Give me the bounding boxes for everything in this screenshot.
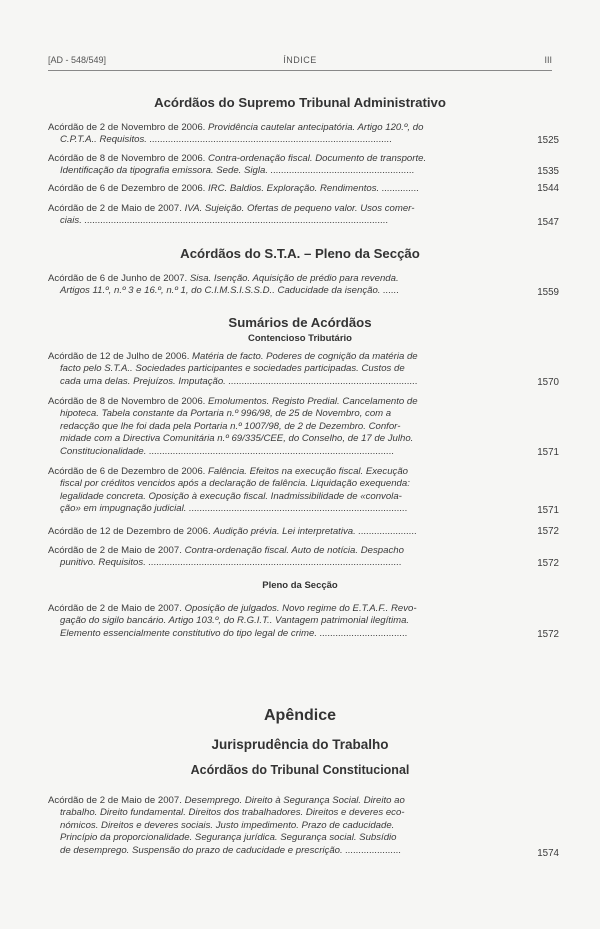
list-item [48, 795, 503, 857]
entry-text: cada uma delas. Prejuízos. Imputação. ....................................................................... [60, 375, 418, 387]
entry-text: gação do sigilo bancário. Artigo 103.º, do R.G.I.T.. Vantagem patrimonial ilegítima. [60, 615, 410, 627]
page-ref: 1559 [537, 287, 559, 298]
entry-text: Identificação da tipografia emissora. Sede. Sigla. ...................................................... [60, 165, 415, 177]
entry-text: facto pelo S.T.A.. Sociedades participantes e sociedades participadas. Custos de [60, 363, 405, 375]
section-title-sumarios: Sumários de Acórdãos [228, 315, 372, 330]
list-item [48, 545, 503, 570]
entry-text: Emolumentos. Registo Predial. Cancelamento de [208, 396, 418, 407]
entry-text: Desemprego. Direito à Segurança Social. Direito ao [184, 795, 405, 806]
page-ref: 1572 [537, 629, 559, 640]
entry-text: Contra-ordenação fiscal. Auto de notícia. Despacho [184, 545, 404, 556]
page-ref: 1525 [537, 135, 559, 146]
entry-lead: Acórdão de 6 de Dezembro de 2006. [48, 183, 206, 194]
entry-lead: Acórdão de 8 de Novembro de 2006. [48, 396, 206, 407]
entry-lead: Acórdão de 2 de Novembro de 2006. [48, 122, 206, 133]
entry-text: Artigos 11.º, n.º 3 e 16.º, n.º 1, do C.I.M.S.I.S.S.D.. Caducidade da isenção. ...... [60, 285, 400, 297]
list-item [48, 122, 503, 147]
entry-lead: Acórdão de 2 de Maio de 2007. [48, 603, 182, 614]
appendix-section-title: Acórdãos do Tribunal Constitucional [190, 763, 410, 777]
list-item [48, 351, 503, 388]
entry-text: IRC. Baldios. Exploração. Rendimentos. .............. [208, 183, 420, 194]
entry-text: legalidade concreta. Oposição à execução fiscal. Inadmissibilidade de «convola- [60, 490, 402, 502]
entry-text: Oposição de julgados. Novo regime do E.T.A.F.. Revo- [184, 603, 417, 614]
entry-text: Elemento essencialmente constitutivo do tipo legal de crime. ................................. [60, 627, 408, 639]
page-ref: 1571 [537, 447, 559, 458]
appendix-subtitle: Jurisprudência do Trabalho [211, 737, 389, 752]
list-item [48, 396, 503, 458]
entry-text: Falência. Efeitos na execução fiscal. Execução [208, 466, 408, 477]
entry-text: Princípio da proporcionalidade. Segurança jurídica. Segurança social. Subsídio [60, 832, 397, 844]
entry-lead: Acórdão de 2 de Maio de 2007. [48, 795, 182, 806]
entry-text: redacção que lhe foi dada pela Portaria n.º 1007/98, de 2 de Dezembro. Confor- [60, 420, 401, 432]
entry-text: Constitucionalidade. ............................................................................................ [60, 445, 395, 457]
page-ref: 1572 [537, 558, 559, 569]
entry-text: Matéria de facto. Poderes de cognição da matéria de [192, 351, 418, 362]
entry-lead: Acórdão de 12 de Julho de 2006. [48, 351, 190, 362]
entry-lead: Acórdão de 12 de Dezembro de 2006. [48, 526, 211, 537]
list-item [48, 273, 503, 298]
entry-text: nómicos. Direitos e deveres sociais. Justo impedimento. Prazo de caducidade. [60, 819, 395, 831]
section-title-pleno: Acórdãos do S.T.A. – Pleno da Secção [180, 246, 420, 261]
header-page-number: III [544, 55, 552, 65]
entry-text: de desemprego. Suspensão do prazo de caducidade e prescrição. ..................... [60, 844, 402, 856]
entry-text: Sisa. Isenção. Aquisição de prédio para revenda. [189, 273, 399, 284]
list-item [48, 183, 503, 195]
section-title-sta: Acórdãos do Supremo Tribunal Administrativo [154, 95, 446, 110]
entry-text: ciais. .................................................................................................................. [60, 215, 389, 227]
page-ref: 1571 [537, 505, 559, 516]
subsection-title-pleno: Pleno da Secção [262, 580, 338, 591]
page-ref: 1572 [537, 526, 559, 537]
page-ref: 1544 [537, 183, 559, 194]
section-subtitle: Contencioso Tributário [248, 333, 352, 344]
entry-text: Contra-ordenação fiscal. Documento de transporte. [208, 153, 427, 164]
appendix-title: Apêndice [263, 707, 336, 724]
list-item [48, 603, 503, 640]
page-ref: 1570 [537, 377, 559, 388]
entry-text: hipoteca. Tabela constante da Portaria n.º 996/98, de 25 de Novembro, com a [60, 408, 392, 420]
entry-lead: Acórdão de 2 de Maio de 2007. [48, 203, 182, 214]
entry-text: fiscal por créditos vencidos após a declaração de falência. Liquidação exequenda: [60, 478, 410, 490]
entry-text: Audição prévia. Lei interpretativa. ...................... [213, 526, 418, 537]
header-ref: [AD - 548/549] [48, 55, 107, 65]
entry-lead: Acórdão de 6 de Junho de 2007. [48, 273, 188, 284]
header-title: ÍNDICE [283, 55, 317, 65]
page-ref: 1547 [537, 217, 559, 228]
entry-text: midade com a Directiva Comunitária n.º 69/335/CEE, do Conselho, de 17 de Julho. [60, 433, 414, 445]
entry-text: C.P.T.A.. Requisitos. ........................................................................................... [60, 134, 393, 146]
entry-text: punitivo. Requisitos. ............................................................................................... [60, 557, 402, 569]
entry-text: trabalho. Direito fundamental. Direitos dos trabalhadores. Direitos e deveres eco- [60, 807, 405, 819]
entry-text: ção» em impugnação judicial. .................................................................................. [60, 503, 408, 515]
entry-lead: Acórdão de 2 de Maio de 2007. [48, 545, 182, 556]
list-item [48, 203, 503, 228]
list-item [48, 466, 503, 516]
entry-text: Providência cautelar antecipatória. Artigo 120.º, do [208, 122, 424, 133]
list-item [48, 153, 503, 178]
entry-lead: Acórdão de 8 de Novembro de 2006. [48, 153, 206, 164]
entry-lead: Acórdão de 6 de Dezembro de 2006. [48, 466, 206, 477]
page-ref: 1535 [537, 166, 559, 177]
list-item [48, 526, 503, 538]
page-ref: 1574 [537, 848, 559, 859]
entry-text: IVA. Sujeição. Ofertas de pequeno valor. Usos comer- [184, 203, 415, 214]
